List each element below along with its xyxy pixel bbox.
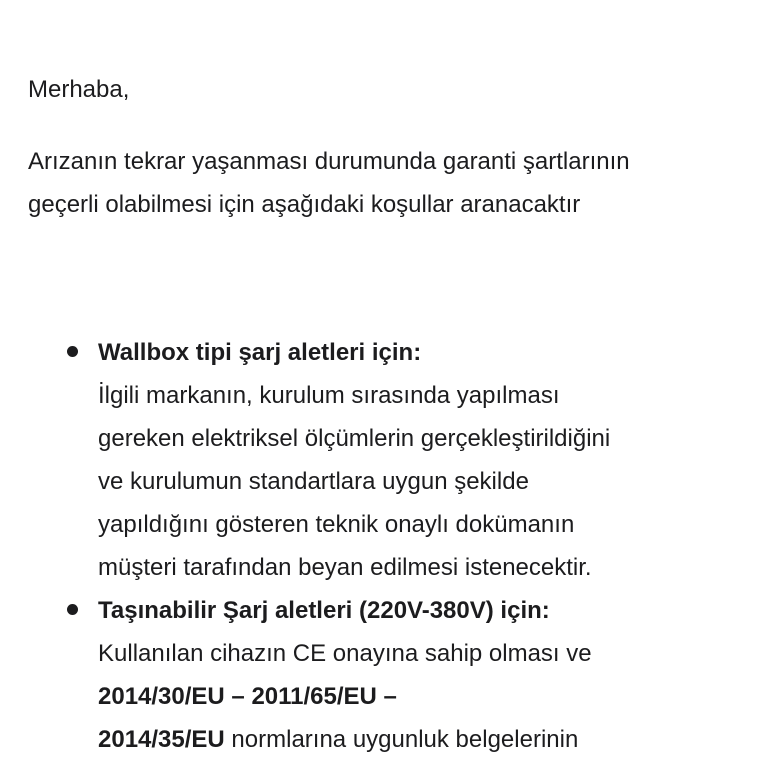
norm-text: normlarına uygunluk belgelerinin (224, 726, 579, 753)
list-item-heading: Taşınabilir Şarj aletleri (220V-380V) için: (98, 597, 550, 624)
bullet-icon (67, 346, 78, 357)
message-body (28, 68, 748, 761)
list-item-line: ve kurulumun standartlara uygun şekilde (98, 468, 529, 495)
intro-line: Arızanın tekrar yaşanması durumunda garanti şartlarının (28, 148, 630, 175)
norms-line: 2014/30/EU – 2011/65/EU – (98, 683, 397, 710)
list-item-wallbox (28, 331, 748, 589)
bullet-icon (67, 604, 78, 615)
list-item-line: gereken elektriksel ölçümlerin gerçekleştirildiğini (98, 425, 611, 452)
list-item-portable (28, 589, 748, 761)
list-item-line: İlgili markanın, kurulum sırasında yapılması (98, 382, 560, 409)
list-item-line: müşteri tarafından beyan edilmesi istenecektir. (98, 554, 592, 581)
list-item-heading: Wallbox tipi şarj aletleri için: (98, 339, 422, 366)
conditions-list (28, 331, 748, 761)
list-item-line: yapıldığını gösteren teknik onaylı dokümanın (98, 511, 575, 538)
norm-code: 2014/35/EU (98, 726, 225, 753)
greeting-text: Merhaba, (28, 76, 130, 103)
list-item-line: Kullanılan cihazın CE onayına sahip olması ve (98, 640, 592, 667)
list-item-line (98, 718, 748, 761)
intro-line: geçerli olabilmesi için aşağıdaki koşullar aranacaktır (28, 191, 581, 218)
intro-paragraph (28, 140, 748, 226)
